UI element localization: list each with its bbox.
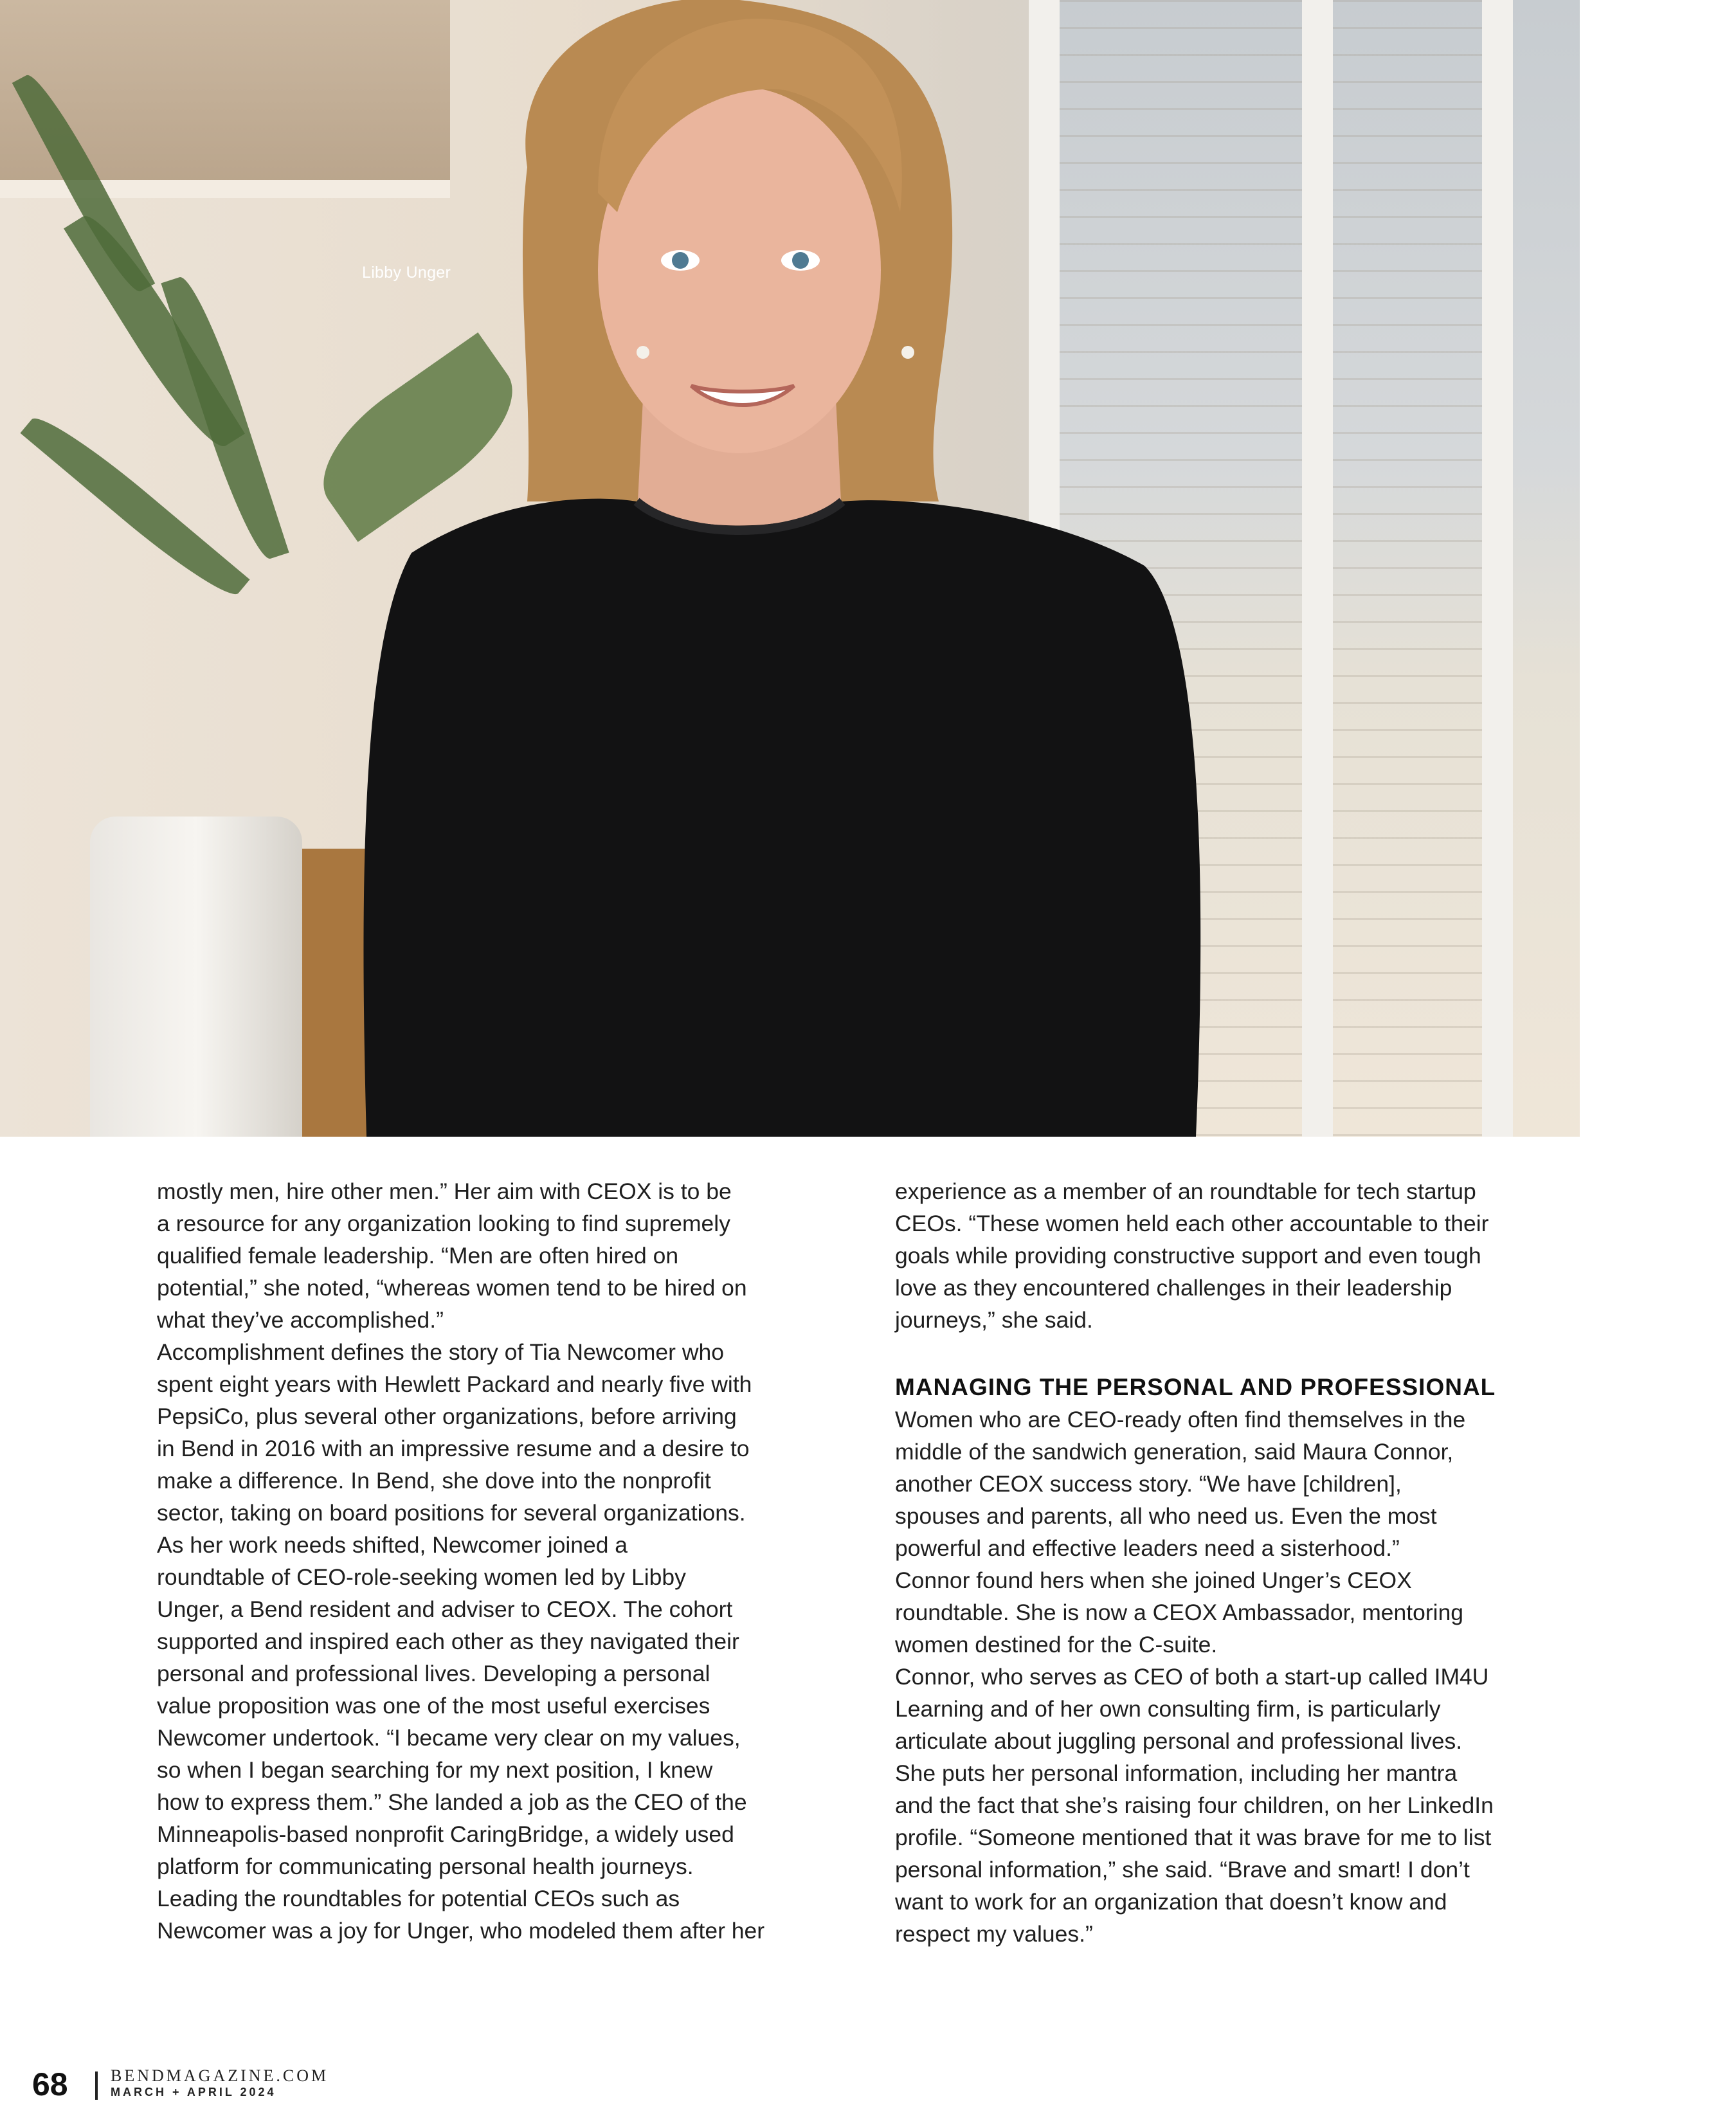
body-line: how to express them.” She landed a job as the CEO of the bbox=[157, 1789, 747, 1815]
body-line: potential,” she noted, “whereas women tend to be hired on bbox=[157, 1275, 747, 1301]
body-line: Women who are CEO-ready often find themselves in the bbox=[895, 1407, 1466, 1432]
body-line: Connor, who serves as CEO of both a start-up called IM4U bbox=[895, 1664, 1489, 1690]
body-line: so when I began searching for my next position, I knew bbox=[157, 1757, 713, 1783]
section-subheading: MANAGING THE PERSONAL AND PROFESSIONAL bbox=[895, 1374, 1496, 1400]
photo-caption: Libby Unger bbox=[362, 264, 451, 282]
body-line: powerful and effective leaders need a sisterhood.” bbox=[895, 1535, 1400, 1561]
page-number: 68 bbox=[32, 2066, 68, 2102]
body-line: profile. “Someone mentioned that it was brave for me to list bbox=[895, 1825, 1492, 1850]
magazine-website: BENDMAGAZINE.COM bbox=[111, 2066, 329, 2085]
body-line: sector, taking on board positions for several organizations. bbox=[157, 1500, 746, 1526]
body-line: Unger, a Bend resident and adviser to CEOX. The cohort bbox=[157, 1596, 733, 1622]
body-line: spent eight years with Hewlett Packard and nearly five with bbox=[157, 1371, 752, 1397]
body-line: As her work needs shifted, Newcomer joined a bbox=[157, 1532, 628, 1558]
body-line: mostly men, hire other men.” Her aim with CEOX is to be bbox=[157, 1178, 732, 1204]
body-line: qualified female leadership. “Men are often hired on bbox=[157, 1243, 679, 1268]
body-line: PepsiCo, plus several other organizations, before arriving bbox=[157, 1404, 737, 1429]
body-line: Accomplishment defines the story of Tia Newcomer who bbox=[157, 1339, 724, 1365]
article-column-right bbox=[895, 1175, 1583, 1950]
body-line: another CEOX success story. “We have [children], bbox=[895, 1471, 1402, 1497]
article-column-left bbox=[157, 1175, 858, 1947]
body-line: She puts her personal information, including her mantra bbox=[895, 1760, 1458, 1786]
body-line: in Bend in 2016 with an impressive resume and a desire to bbox=[157, 1436, 750, 1461]
body-line: Newcomer was a joy for Unger, who modeled them after her bbox=[157, 1918, 765, 1944]
body-line: women destined for the C-suite. bbox=[895, 1632, 1218, 1657]
body-line: want to work for an organization that doesn’t know and bbox=[895, 1889, 1447, 1915]
body-line: goals while providing constructive support and even tough bbox=[895, 1243, 1481, 1268]
body-line: respect my values.” bbox=[895, 1921, 1093, 1947]
body-line: CEOs. “These women held each other accountable to their bbox=[895, 1211, 1489, 1236]
body-line: Newcomer undertook. “I became very clear on my values, bbox=[157, 1725, 741, 1751]
body-line: platform for communicating personal health journeys. bbox=[157, 1854, 694, 1879]
body-line: roundtable of CEO-role-seeking women led by Libby bbox=[157, 1564, 686, 1590]
body-line: love as they encountered challenges in their leadership bbox=[895, 1275, 1452, 1301]
body-line: spouses and parents, all who need us. Even the most bbox=[895, 1503, 1437, 1529]
body-line: value proposition was one of the most useful exercises bbox=[157, 1693, 710, 1719]
body-line: make a difference. In Bend, she dove into the nonprofit bbox=[157, 1468, 711, 1494]
body-line: Leading the roundtables for potential CEOs such as bbox=[157, 1886, 680, 1911]
body-line: personal information,” she said. “Brave and smart! I don’t bbox=[895, 1857, 1470, 1882]
portrait-photo bbox=[0, 0, 1580, 1137]
body-line: articulate about juggling personal and professional lives. bbox=[895, 1728, 1463, 1754]
body-line: roundtable. She is now a CEOX Ambassador, mentoring bbox=[895, 1600, 1464, 1625]
body-line: supported and inspired each other as they navigated their bbox=[157, 1629, 739, 1654]
issue-date: MARCH + APRIL 2024 bbox=[111, 2086, 276, 2098]
body-line: middle of the sandwich generation, said Maura Connor, bbox=[895, 1439, 1454, 1465]
body-line: journeys,” she said. bbox=[895, 1307, 1093, 1333]
folio-divider bbox=[95, 2071, 98, 2100]
body-line: Minneapolis-based nonprofit CaringBridge, a widely used bbox=[157, 1821, 734, 1847]
woman-figure bbox=[0, 0, 1580, 1137]
body-line: a resource for any organization looking to find supremely bbox=[157, 1211, 730, 1236]
body-line: what they’ve accomplished.” bbox=[157, 1307, 444, 1333]
body-line: experience as a member of an roundtable for tech startup bbox=[895, 1178, 1476, 1204]
body-line: Connor found hers when she joined Unger’s CEOX bbox=[895, 1567, 1412, 1593]
section-gap bbox=[895, 1336, 1583, 1371]
body-line: and the fact that she’s raising four children, on her LinkedIn bbox=[895, 1792, 1494, 1818]
body-line: personal and professional lives. Developing a personal bbox=[157, 1661, 710, 1686]
body-line: Learning and of her own consulting firm, is particularly bbox=[895, 1696, 1441, 1722]
